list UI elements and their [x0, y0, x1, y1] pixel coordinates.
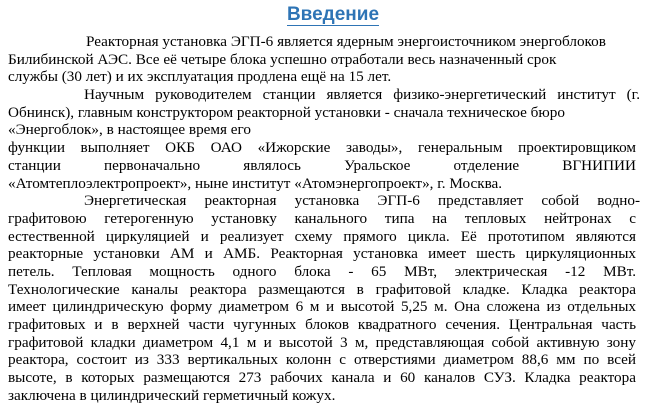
- text-line: реактора, состоит из 333 вертикальных колонн с отверстиями диаметром 88,6 мм по всей: [8, 351, 636, 369]
- text-line: естественной циркуляцией и реализует схему прямого цикла. Её прототипом являются: [8, 227, 636, 245]
- text-line: Энергетическая реакторная установка ЭГП-6 представляет собой водно-: [84, 192, 640, 210]
- text-line: реакторные установки АМ и АМБ. Реакторная установка имеет шесть циркуляционных: [8, 245, 636, 263]
- text-line: Билибинской АЭС. Все её четыре блока успешно отработали весь назначенный срок: [8, 50, 557, 68]
- text-line: графитовою гетерогенную установку канального типа на тепловых нейтронах с: [8, 209, 636, 227]
- text-line: функции выполняет ОКБ ОАО «Ижорские заводы», генеральным проектировщиком: [8, 139, 636, 157]
- text-line: «Энергоблок», в настоящее время его: [8, 121, 251, 139]
- section-heading: [0, 3, 666, 27]
- text-line: заключена в цилиндрический герметичный кожух.: [8, 386, 336, 404]
- text-line: Научным руководителем станции является физико-энергетический институт (г.: [84, 86, 640, 104]
- text-line: высоте, в которых размещаются 273 рабочих канала и 60 каналов СУЗ. Кладка реактора: [8, 369, 636, 387]
- text-line: графитовых и в верхней части чугунных блоков квадратного сечения. Центральная часть: [8, 316, 636, 333]
- text-line: петель. Тепловая мощность одного блока - 65 МВт, электрическая -12 МВт.: [8, 262, 636, 280]
- text-line: Технологические каналы реактора размещаются в графитовой кладке. Кладка реактора: [8, 280, 636, 298]
- text-line: Реакторная установка ЭГП-6 является ядерным энергоисточником энергоблоков: [86, 33, 606, 50]
- text-line: имеет цилиндрическую форму диаметром 6 м и высотой 5,25 м. Она сложена из отдельных: [8, 298, 636, 316]
- text-line: графитовой кладки диаметром 4,1 м и высотой 3 м, представляющая собой активную зону: [8, 333, 636, 351]
- text-line: станции первоначально являлось Уральское отделение ВГНИПИИ: [8, 156, 636, 174]
- text-line: Обнинск), главным конструктором реакторной установки - сначала техническое бюро: [8, 103, 565, 121]
- text-line: службы (30 лет) и их эксплуатация продлена ещё на 15 лет.: [8, 68, 392, 86]
- text-line: «Атомтеплоэлектропроект», ныне институт «Атомэнергопроект», г. Москва.: [8, 174, 503, 192]
- heading-text: Введение: [286, 4, 380, 25]
- body-text: [8, 33, 642, 404]
